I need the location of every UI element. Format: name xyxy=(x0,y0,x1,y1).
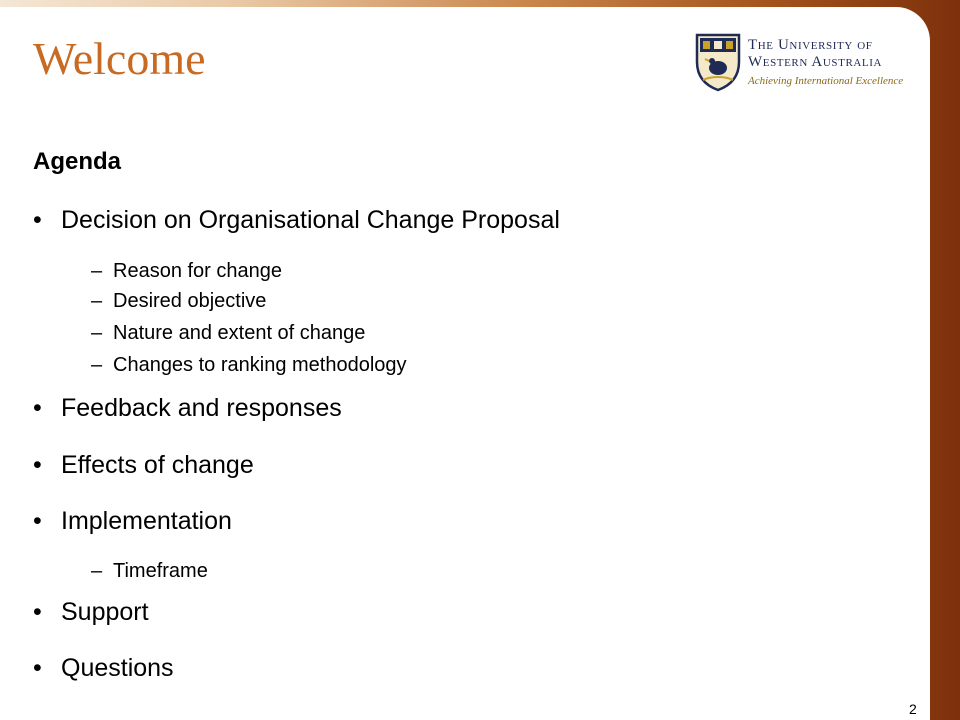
university-crest-icon xyxy=(693,32,743,92)
logo-tagline: Achieving International Excellence xyxy=(748,75,904,87)
agenda-item-label: Effects of change xyxy=(61,451,254,479)
bullet-icon: • xyxy=(33,654,42,682)
agenda-subitem-label: Reason for change xyxy=(113,260,283,282)
dash-icon: – xyxy=(91,290,103,312)
bullet-icon: • xyxy=(33,206,42,234)
agenda-subitem xyxy=(91,561,208,581)
agenda-item xyxy=(33,396,342,421)
dash-icon: – xyxy=(91,322,103,344)
agenda-item xyxy=(33,600,149,625)
agenda-item-label: Implementation xyxy=(61,507,232,535)
agenda-subitem xyxy=(91,355,407,375)
bullet-icon: • xyxy=(33,598,42,626)
agenda-item xyxy=(33,509,232,534)
agenda-item-label: Decision on Organisational Change Proposal xyxy=(61,206,560,234)
page-number: 2 xyxy=(909,701,917,717)
agenda-item xyxy=(33,656,174,681)
slide-title: Welcome xyxy=(33,33,206,84)
logo-line1: The University of xyxy=(748,37,873,53)
bullet-icon: • xyxy=(33,507,42,535)
bullet-icon: • xyxy=(33,451,42,479)
logo-line2: Western Australia xyxy=(748,54,883,70)
agenda-item xyxy=(33,453,254,478)
agenda-subitem xyxy=(91,261,282,281)
agenda-subitem-label: Changes to ranking methodology xyxy=(113,354,407,376)
agenda-item-label: Support xyxy=(61,598,149,626)
agenda-heading: Agenda xyxy=(33,148,122,175)
agenda-item xyxy=(33,208,560,233)
agenda-subitem-label: Nature and extent of change xyxy=(113,322,366,344)
dash-icon: – xyxy=(91,260,103,282)
agenda-item-label: Feedback and responses xyxy=(61,394,342,422)
bullet-icon: • xyxy=(33,394,42,422)
dash-icon: – xyxy=(91,354,103,376)
university-logo xyxy=(693,32,903,94)
agenda-subitem xyxy=(91,323,365,343)
dash-icon: – xyxy=(91,560,103,582)
agenda-subitem-label: Timeframe xyxy=(113,560,208,582)
agenda-subitem xyxy=(91,291,266,311)
agenda-subitem-label: Desired objective xyxy=(113,290,267,312)
agenda-item-label: Questions xyxy=(61,654,174,682)
